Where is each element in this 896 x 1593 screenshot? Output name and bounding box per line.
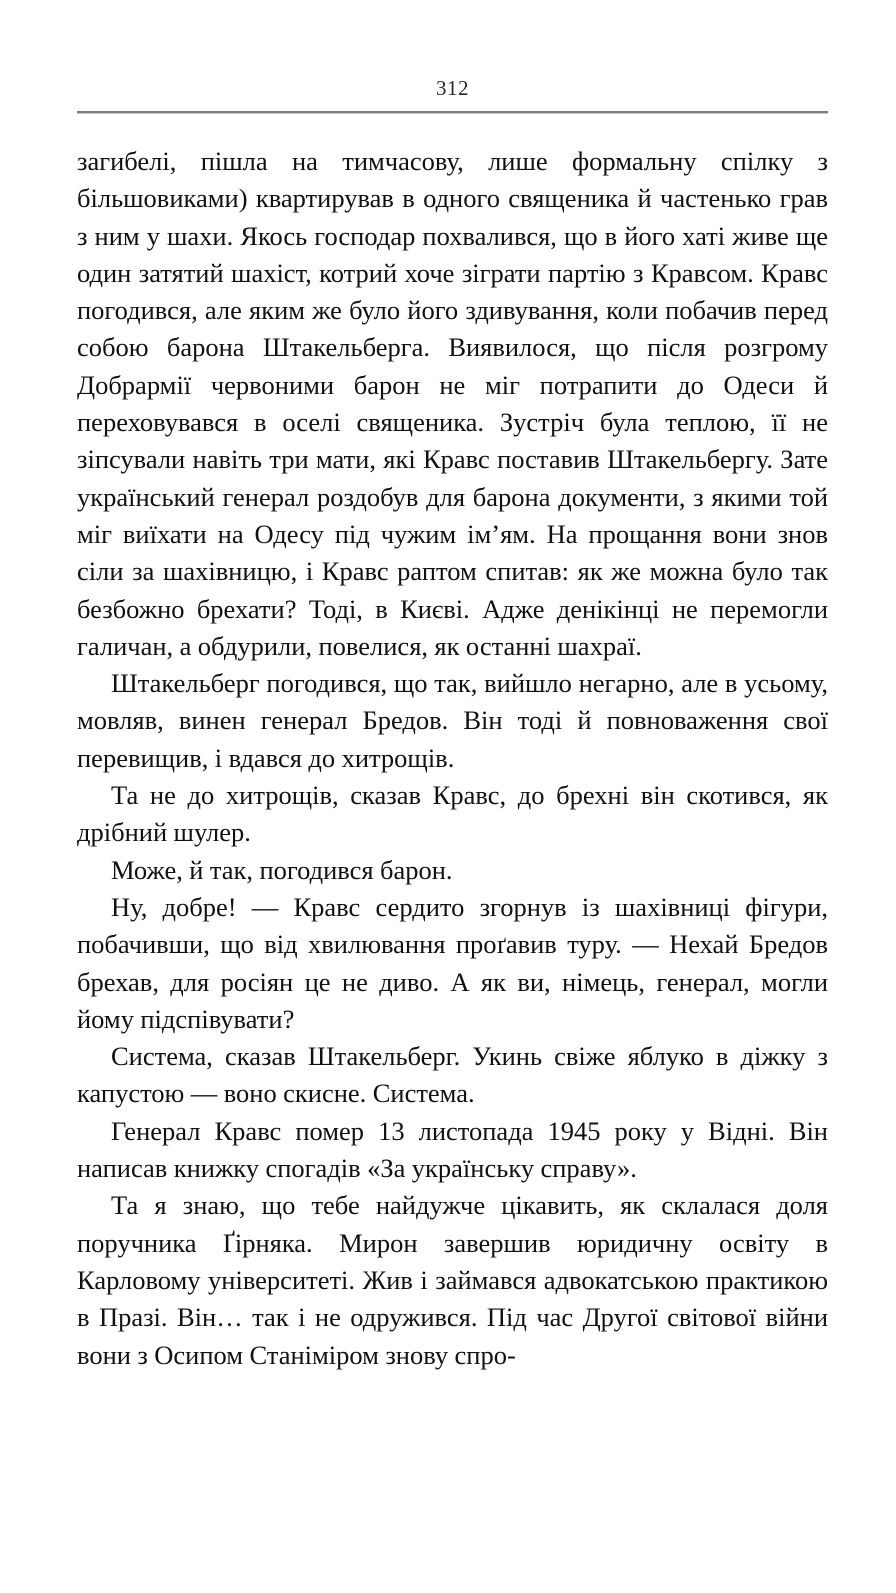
paragraph: Генерал Кравс помер 13 листопада 1945 року у Відні. Він написав книжку спогадів «За українську справу». (77, 1115, 828, 1184)
paragraph: Система, сказав Штакельберг. Укинь свіже яблуко в діжку з капустою — воно скисне. Система. (77, 1041, 828, 1109)
paragraph: загибелі, пішла на тимчасову, лише формальну спілку з більшовиками) квартирував в одного священика й частенько грав з ним у шахи. Якось господар похвалився, що в його хаті живе ще один затятий шахіст, котрий хоче зіграти партію з Кравсом. Кравс погодився, але яким же було його здивування, коли побачив перед собою барона Штакельберга. Виявилося, що після розгрому Добрармії червоними барон не міг потрапити до Одеси й переховувався в оселі священика. Зустріч була теплою, її не зіпсували навіть три мати, які Кравс поставив Штакельбергу. Зате український генерал роздобув для барона документи, з якими той міг виїхати на Одесу під чужим ім’ям. На прощання вони знов сіли за шахівницю, і Кравс раптом спитав: як же можна було так безбожно брехати? Тоді, в Києві. Адже денікінці не перемогли галичан, а обдурили, повелися, як останні шахраї. (77, 146, 828, 661)
body-text-block (77, 143, 828, 1374)
paragraph: Та я знаю, що тебе найдужче цікавить, як склалася доля поручника Ґірняка. Мирон завершив юридичну освіту в Карловому університеті. Жив і займався адвокатською практикою в Празі. Він… так і не одружився. Під час Другої світової війни вони з Осипом Станіміром знову спро- (77, 1190, 828, 1370)
paragraph: Штакельберг погодився, що так, вийшло негарно, але в усьому, мовляв, винен генерал Бредов. Він тоді й повноваження свої перевищив, і вдався до хитрощів. (77, 668, 828, 773)
page-header (77, 78, 828, 114)
paragraph: Ну, добре! — Кравс сердито згорнув із шахівниці фігури, побачивши, що від хвилювання проґавив туру. — Нехай Бредов брехав, для росіян це не диво. А як ви, німець, генерал, могли йому підспівувати? (77, 891, 828, 1034)
paragraph: Та не до хитрощів, сказав Кравс, до брехні він скотився, як дрібний шулер. (77, 780, 828, 848)
paragraph: Може, й так, погодився барон. (111, 854, 453, 885)
page-number: 312 (436, 76, 469, 100)
header-rule-divider (77, 111, 828, 114)
